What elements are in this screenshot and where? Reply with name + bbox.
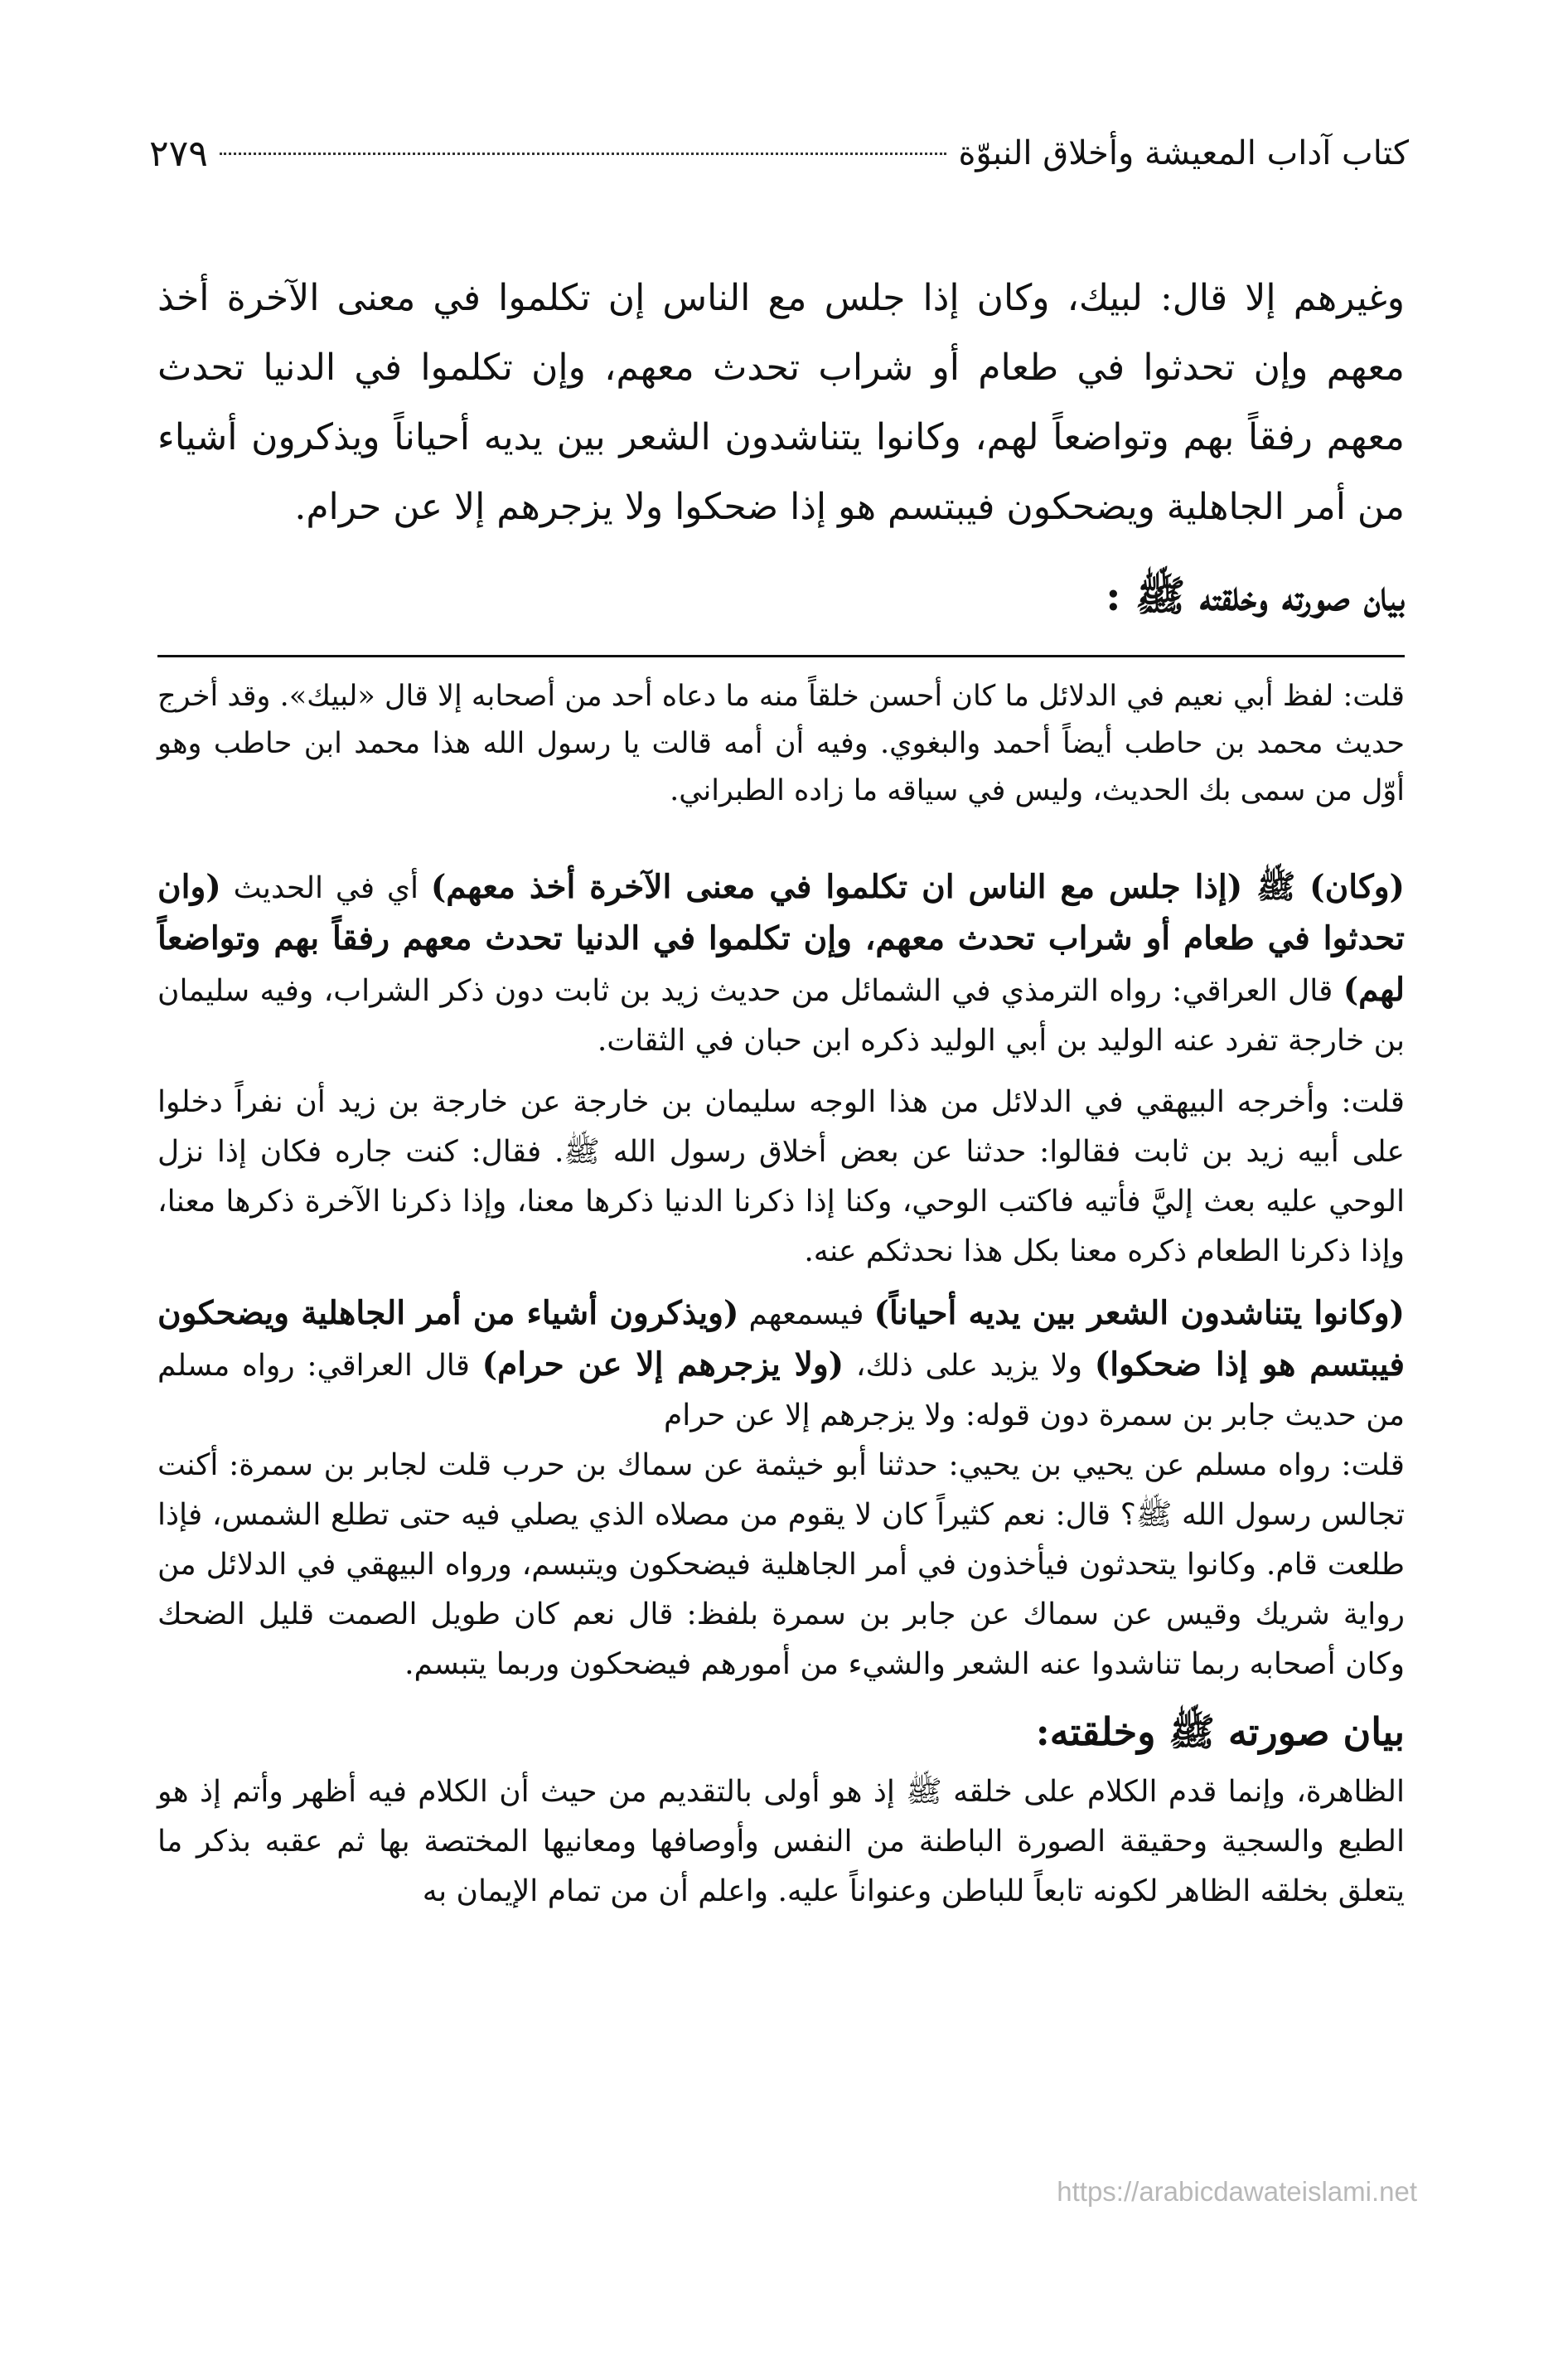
commentary-text: قال العراقي: رواه مسلم من حديث جابر بن سمرة دون قوله: ولا يزجرهم إلا عن حرام [157,1349,1405,1432]
commentary-text: أي في الحديث [220,871,431,905]
commentary-text: قال العراقي: رواه الترمذي في الشمائل من حديث زيد بن ثابت دون ذكر الشراب، وفيه سليمان بن خارجة تفرد عنه الوليد بن أبي الوليد ذكره ابن حبان في الثقات. [157,974,1405,1058]
watermark-url: https://arabicdawateislami.net [1057,2176,1417,2207]
book-title: كتاب آداب المعيشة وأخلاق النبوّة [958,134,1409,172]
commentary-block [157,862,1405,1917]
subsection-heading: بيان صورته ﷺ وخلقته: [1035,1709,1405,1754]
commentary-text: ولا يزيد على ذلك، [844,1349,1095,1383]
section-heading-block [157,567,1405,625]
commentary-paragraph-1 [157,862,1405,1066]
section-heading: بيان صورته وخلقته ﷺ : [1106,571,1405,620]
commentary-paragraph-5: الظاهرة، وإنما قدم الكلام على خلقه ﷺ إذ هو أولى بالتقديم من حيث أن الكلام فيه أظهر وأتم إذ هو الطبع والسجية وحقيقة الصورة الباطنة من النفس وأوصافها ومعانيها المختصة بها ثم عقبه بذكر ما يتعلق بخلقه الظاهر لكونه تابعاً للباطن وعنواناً عليه. واعلم أن من تمام الإيمان به [157,1775,1405,1908]
main-paragraph: وغيرهم إلا قال: لبيك، وكان إذا جلس مع الناس إن تكلموا في معنى الآخرة أخذ معهم وإن تحدثوا في طعام أو شراب تحدث معهم، وإن تكلموا في الدنيا تحدث معهم رفقاً بهم وتواضعاً لهم، وكانوا يتناشدون الشعر بين يديه أحياناً ويذكرون أشياء من أمر الجاهلية ويضحكون فيبتسم هو إذا ضحكوا ولا يزجرهم إلا عن حرام. [157,277,1406,528]
leader-dots [220,153,947,155]
footnote-text: قلت: لفظ أبي نعيم في الدلائل ما كان أحسن خلقاً منه ما دعاه أحد من أصحابه إلا قال «لبيك». وقد أخرج حديث محمد بن حاطب أيضاً أحمد والبغوي. وفيه أن أمه قالت يا رسول الله هذا محمد ابن حاطب وهو أوّل من سمى بك الحديث، وليس في سياقه ما زاده الطبراني. [157,680,1405,807]
quoted-text: (ولا يزجرهم إلا عن حرام) [481,1345,844,1384]
main-text-block [157,264,1405,542]
quoted-text: (ويذكرون أشياء من أمر الجاهلية ويضحكون فيبتسم هو إذا ضحكوا) [157,1294,1406,1384]
quoted-text: (وان تحدثوا في طعام أو شراب تحدث معهم، وإن تكلموا في الدنيا تحدث معهم رفقاً بهم وتواضعاً لهم) [157,868,1405,1009]
commentary-text: فيسمعهم [738,1297,874,1331]
footnote-block [157,673,1405,815]
running-header [149,124,1409,182]
quoted-text: (وكانوا يتناشدون الشعر بين يديه أحياناً) [873,1294,1405,1332]
quoted-text: (وكان) ﷺ (إذا جلس مع الناس ان تكلموا في معنى الآخرة أخذ معهم) [430,868,1405,906]
page-number: ٢٧٩ [149,132,208,175]
commentary-paragraph-2: قلت: وأخرجه البيهقي في الدلائل من هذا الوجه سليمان بن خارجة عن خارجة بن زيد أن نفراً دخلوا على أبيه زيد بن ثابت فقالوا: حدثنا عن بعض أخلاق رسول الله ﷺ. فقال: كنت جاره فكان إذا نزل الوحي عليه بعث إليَّ فأتيه فاكتب الوحي، وكنا إذا ذكرنا الدنيا ذكرها معنا، وإذا ذكرنا الآخرة ذكرها معنا، وإذا ذكرنا الطعام ذكره معنا بكل هذا نحدثكم عنه. [157,1085,1405,1268]
commentary-paragraph-3 [157,1288,1405,1441]
commentary-paragraph-4: قلت: رواه مسلم عن يحيي بن يحيي: حدثنا أبو خيثمة عن سماك بن حرب قلت لجابر بن سمرة: أكنت تجالس رسول الله ﷺ؟ قال: نعم كثيراً كان لا يقوم من مصلاه الذي يصلي فيه حتى تطلع الشمس، فإذا طلعت قام. وكانوا يتحدثون فيأخذون في أمر الجاهلية فيضحكون ويتبسم، ورواه البيهقي في الدلائل من رواية شريك وقيس عن سماك عن جابر بن سمرة بلفظ: قال نعم كان طويل الصمت قليل الضحك وكان أصحابه ربما تناشدوا عنه الشعر والشيء من أمورهم فيضحكون وربما يتبسم. [157,1448,1405,1681]
footnote-divider [157,655,1405,657]
